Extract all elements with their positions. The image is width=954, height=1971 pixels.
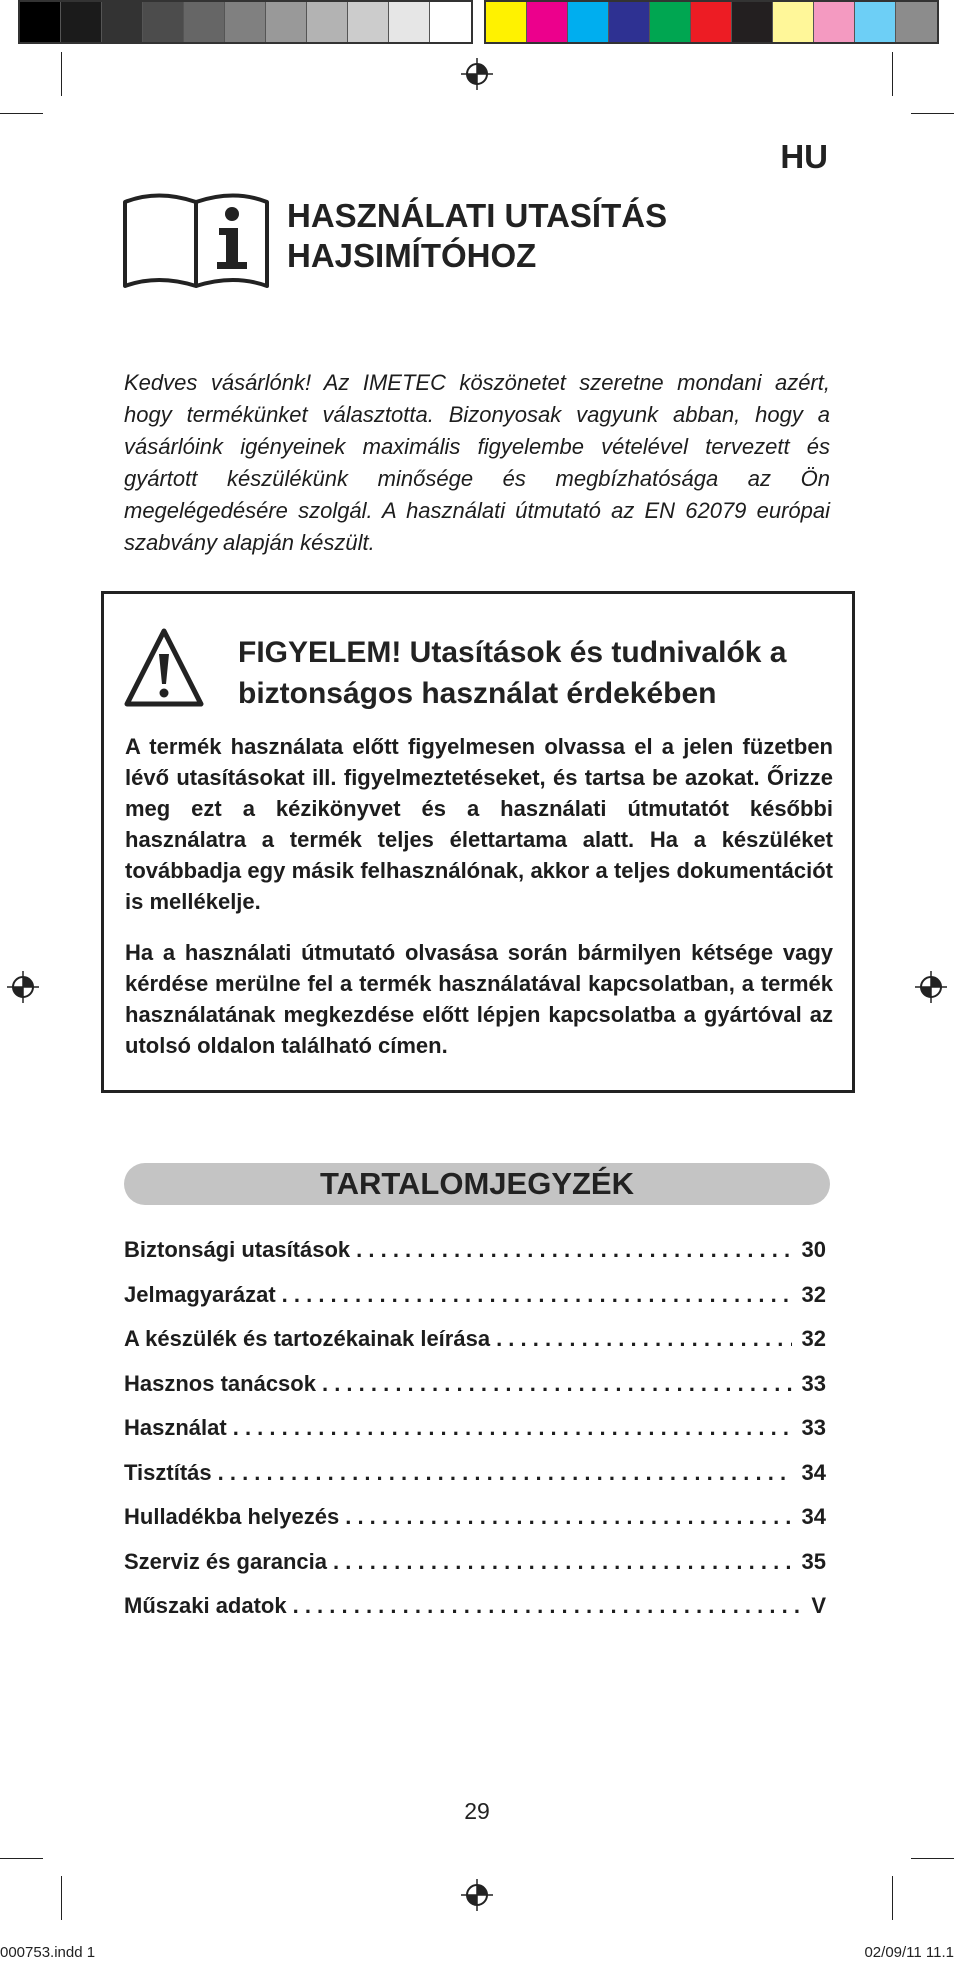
swatch — [143, 2, 184, 42]
toc-leader — [218, 1460, 792, 1486]
toc-leader — [333, 1549, 792, 1575]
swatch — [348, 2, 389, 42]
toc-label: Használat — [124, 1415, 227, 1440]
crop-mark — [911, 113, 954, 114]
toc-entry[interactable] — [124, 1326, 826, 1371]
swatch — [896, 2, 937, 42]
registration-mark-icon — [6, 970, 40, 1004]
swatch — [814, 2, 855, 42]
toc-page: 33 — [801, 1370, 826, 1396]
toc-entry[interactable] — [124, 1593, 826, 1638]
swatch — [266, 2, 307, 42]
swatch — [486, 2, 527, 42]
intro-paragraph: Kedves vásárlónk! Az IMETEC köszönetet szeretne mondani azért, hogy termékünket választotta. Bizonyosak vagyunk abban, hogy a vásárlóink igényeinek maximális figyelembe vételével tervezett és gyártott készülékünk minősége és megbízhatósága az Ön megelégedésére szolgál. A használati útmutató az EN 62079 európai szabvány alapján készült. — [124, 370, 830, 555]
swatch — [609, 2, 650, 42]
info-book-icon — [122, 186, 272, 290]
process-color-bar — [484, 0, 939, 44]
warning-box — [101, 591, 855, 1093]
toc-heading: TARTALOMJEGYZÉK — [124, 1163, 830, 1205]
title-line: HAJSIMÍTÓHOZ — [287, 237, 537, 274]
crop-mark — [61, 1876, 62, 1920]
toc-label: Hasznos tanácsok — [124, 1370, 316, 1396]
toc-label: Hulladékba helyezés — [124, 1504, 340, 1529]
swatch — [430, 2, 471, 42]
registration-mark-icon — [914, 970, 948, 1004]
registration-mark-icon — [460, 1878, 494, 1912]
toc-page: 32 — [801, 1326, 826, 1351]
crop-mark — [911, 1858, 954, 1859]
toc-entry[interactable] — [124, 1282, 826, 1327]
toc-label: Jelmagyarázat — [124, 1281, 276, 1307]
language-code: HU — [780, 138, 828, 175]
toc-leader — [496, 1326, 791, 1352]
toc-page: 32 — [801, 1281, 826, 1307]
title-line: HASZNÁLATI UTASÍTÁS — [287, 197, 668, 234]
crop-mark — [892, 1876, 893, 1920]
toc-label: A készülék és tartozékainak leírása — [124, 1326, 491, 1351]
page-number: 29 — [464, 1798, 490, 1824]
warning-triangle-icon — [123, 626, 205, 710]
swatch — [225, 2, 266, 42]
swatch — [20, 2, 61, 42]
page-title — [287, 196, 787, 276]
toc-page: 34 — [801, 1504, 826, 1529]
registration-mark-icon — [460, 57, 494, 91]
footer-date-slug: 02/09/11 11.1 — [864, 1944, 954, 1961]
toc-entry[interactable] — [124, 1460, 826, 1505]
toc-entry[interactable] — [124, 1504, 826, 1549]
crop-mark — [0, 113, 43, 114]
swatch — [568, 2, 609, 42]
crop-mark — [892, 52, 893, 96]
toc-page: V — [811, 1593, 826, 1618]
toc-leader — [322, 1371, 792, 1397]
swatch — [650, 2, 691, 42]
toc-page: 34 — [801, 1459, 826, 1485]
toc-label: Biztonsági utasítások — [124, 1237, 351, 1262]
toc-entry[interactable] — [124, 1549, 826, 1594]
swatch — [773, 2, 814, 42]
crop-mark — [61, 52, 62, 96]
footer-file-slug: 000753.indd 1 — [0, 1944, 96, 1961]
table-of-contents — [124, 1237, 826, 1638]
crop-mark — [0, 1858, 43, 1859]
toc-label: Szerviz és garancia — [124, 1548, 328, 1574]
swatch — [527, 2, 568, 42]
swatch — [102, 2, 143, 42]
warning-paragraph: A termék használata előtt figyelmesen olvassa el a jelen füzetben lévő utasításokat ill. figyelmeztetéseket, és tartsa be azokat. Őrizze meg ezt a kézikönyvet és a használati útmutatót későbbi használatra a termék teljes élettartama alatt. Ha a készüléket továbbadja egy másik felhasználónak, akkor a teljes dokumentációt is mellékelje. — [125, 734, 833, 914]
toc-label: Műszaki adatok — [124, 1593, 287, 1618]
toc-leader — [293, 1593, 802, 1619]
toc-page: 33 — [801, 1415, 826, 1440]
swatch — [307, 2, 348, 42]
swatch — [691, 2, 732, 42]
swatch — [389, 2, 430, 42]
toc-leader — [282, 1282, 792, 1308]
toc-leader — [345, 1504, 791, 1530]
toc-entry[interactable] — [124, 1371, 826, 1416]
toc-label: Tisztítás — [124, 1459, 212, 1485]
warning-title: FIGYELEM! Utasítások és tudnivalók a biztonságos használat érdekében — [238, 636, 787, 710]
warning-paragraph: Ha a használati útmutató olvasása során bármilyen kétsége vagy kérdése merülne fel a termék használatával kapcsolatban, a termék használatának megkezdése előtt lépjen kapcsolatba a gyártóval az utolsó oldalon található címen. — [125, 940, 833, 1058]
toc-page: 35 — [801, 1548, 826, 1574]
toc-page: 30 — [801, 1237, 826, 1262]
toc-leader — [356, 1237, 791, 1263]
swatch — [732, 2, 773, 42]
toc-entry[interactable] — [124, 1237, 826, 1282]
swatch — [184, 2, 225, 42]
swatch — [61, 2, 102, 42]
toc-leader — [233, 1415, 792, 1441]
swatch — [855, 2, 896, 42]
toc-entry[interactable] — [124, 1415, 826, 1460]
grayscale-color-bar — [18, 0, 473, 44]
